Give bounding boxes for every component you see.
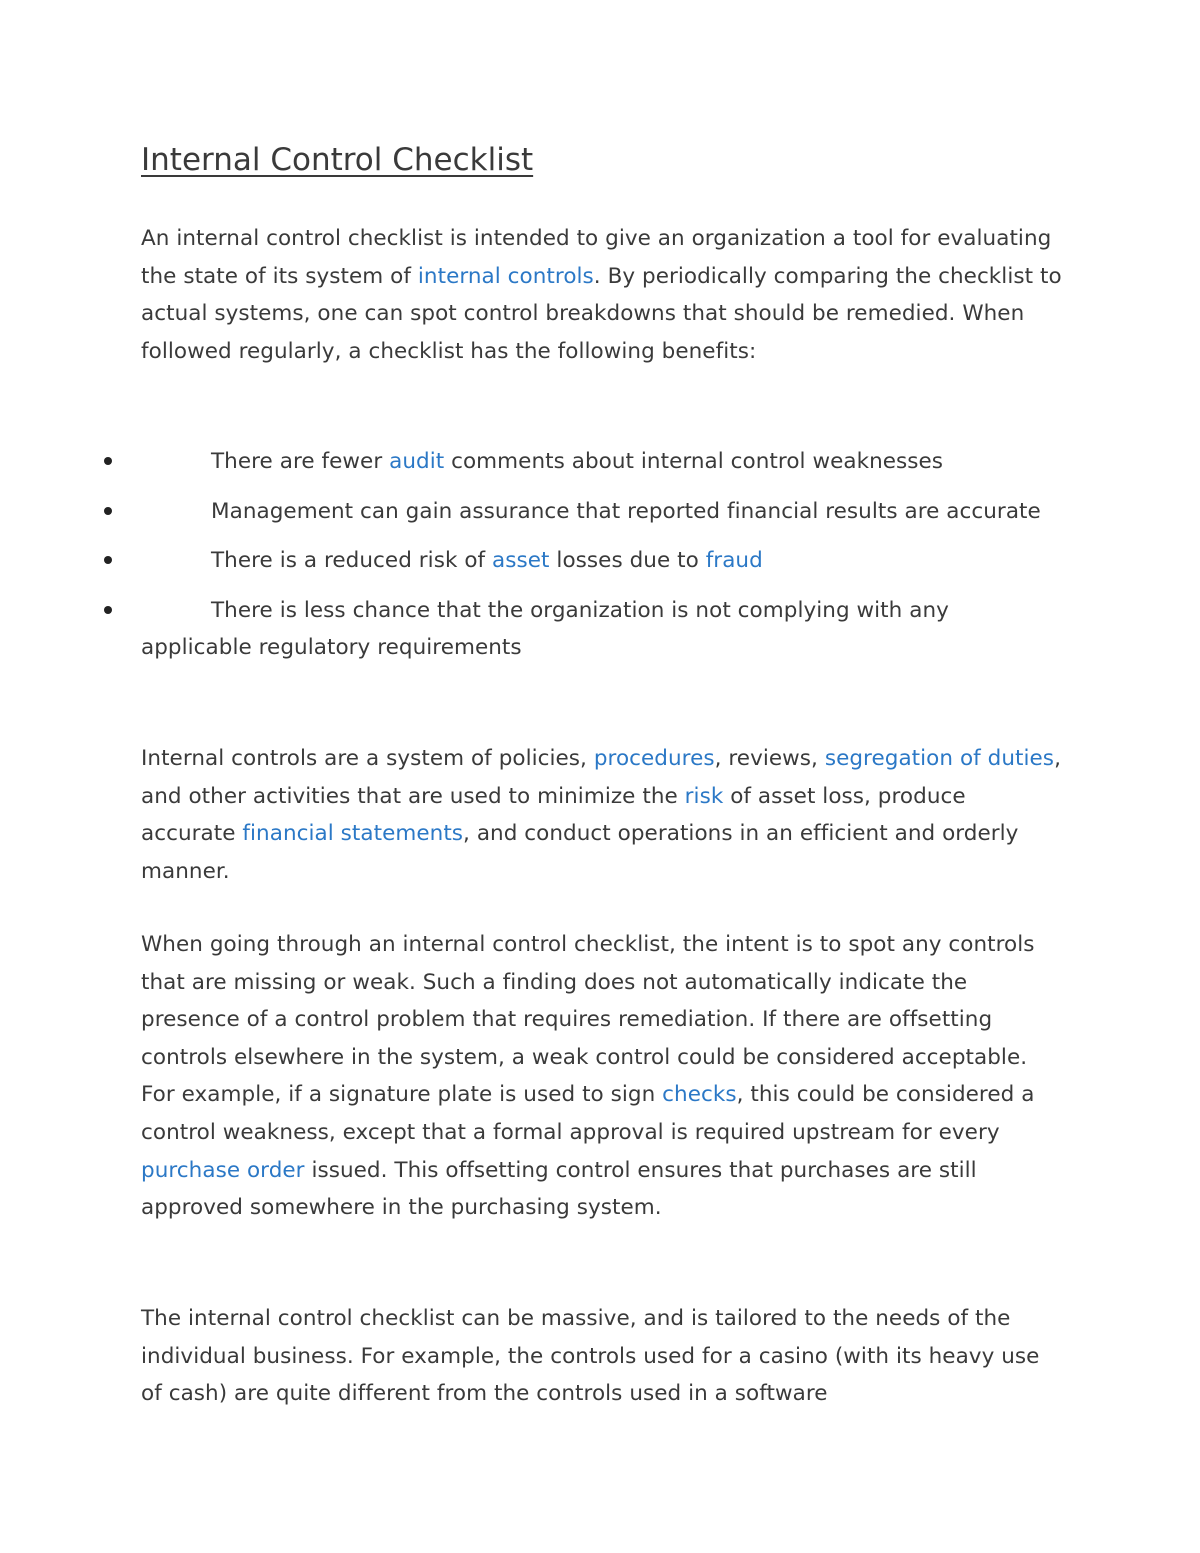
intro-paragraph [141, 220, 1066, 370]
para4-text-1: The internal control checklist can be massive, and is tailored to the needs of the individual business. For example, the controls used for a casino (with its heavy use of cash) are quite different from the controls used in a software [141, 1306, 1040, 1407]
para3-text-3: issued. This offsetting control ensures that purchases are still approved somewhere in the purchasing system. [141, 1157, 977, 1221]
link-segregation-of-duties[interactable]: segregation of duties [824, 746, 1055, 771]
link-purchase-order[interactable]: purchase order [141, 1157, 305, 1183]
benefit-text: losses due to [549, 548, 706, 574]
checklist-size-paragraph [141, 1300, 1066, 1413]
list-item [141, 443, 1066, 481]
para2-text-2: , reviews, [714, 746, 825, 771]
intro-text-1: An internal control checklist is intended to give an organization a tool for evaluating the state of its system of [141, 226, 1052, 289]
page-title: Internal Control Checklist [141, 142, 534, 178]
benefit-text: comments about internal control weaknesses [444, 449, 944, 474]
para3-text-2: , this could be considered a control weakness, except that a formal approval is required upstream for every [141, 1082, 1035, 1145]
link-financial-statements[interactable]: financial statements [242, 821, 464, 847]
list-item [141, 592, 1066, 667]
benefit-text: There is less chance that the organization is not complying with any applicable regulatory requirements [141, 597, 949, 661]
benefit-text: There is a reduced risk of [211, 548, 493, 574]
link-internal-controls[interactable]: internal controls [417, 263, 594, 289]
link-fraud[interactable]: fraud [705, 548, 763, 574]
bullet-icon [104, 606, 112, 614]
para2-text-4: of asset loss, produce accurate [141, 783, 966, 847]
benefit-text: Management can gain assurance that reported financial results are accurate [211, 498, 1041, 524]
intro-text [141, 220, 1066, 370]
checklist-intent-paragraph [141, 926, 1066, 1227]
list-item [141, 542, 1066, 580]
benefits-list [141, 443, 1066, 679]
link-procedures[interactable]: procedures [593, 746, 715, 771]
para2-text-1: Internal controls are a system of policies, [141, 746, 594, 771]
link-asset[interactable]: asset [492, 548, 550, 574]
link-risk[interactable]: risk [684, 783, 724, 809]
para2-text-5: , and conduct operations in an efficient and orderly manner. [141, 821, 1019, 884]
link-checks[interactable]: checks [662, 1082, 737, 1108]
bullet-icon [104, 556, 112, 564]
bullet-icon [104, 507, 112, 515]
para2-text-3: , and other activities that are used to minimize the [141, 746, 1061, 809]
para3-text-1: When going through an internal control checklist, the intent is to spot any controls that are missing or weak. Such a finding does not automatically indicate the presence of a control problem that requires remediation. If there are offsetting controls elsewhere in the system, a weak control could be considered acceptable. For example, if a signature plate is used to sign [141, 932, 1035, 1108]
link-audit[interactable]: audit [389, 449, 445, 474]
list-item [141, 493, 1066, 531]
bullet-icon [104, 457, 112, 465]
intro-text-2: . By periodically comparing the checklist to actual systems, one can spot control breakdowns that should be remedied. When followed regularly, a checklist has the following benefits: [141, 263, 1062, 364]
benefit-text: There are fewer [211, 449, 390, 474]
controls-definition-paragraph [141, 740, 1066, 890]
